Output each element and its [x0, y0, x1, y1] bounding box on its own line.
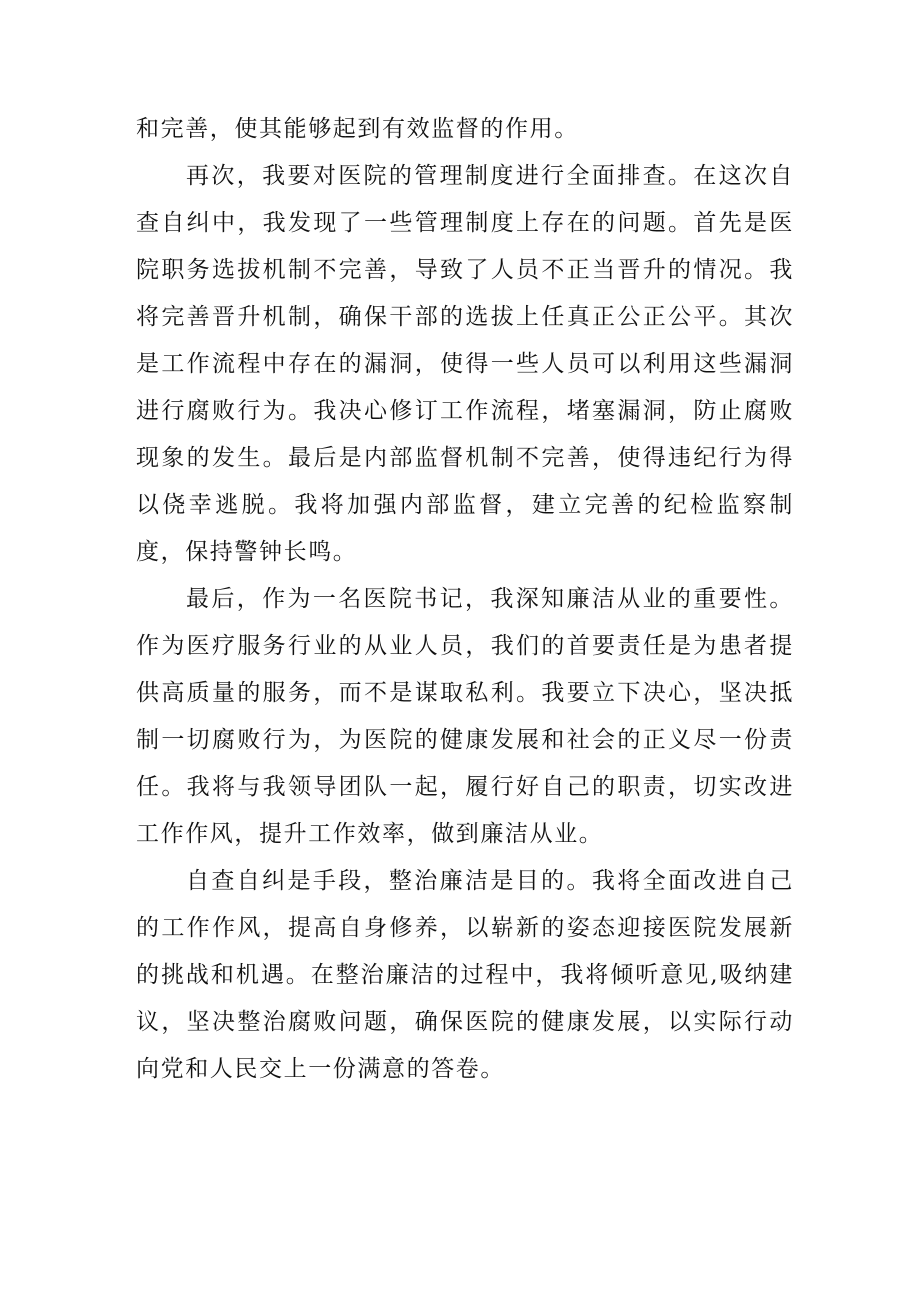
document-body — [136, 106, 794, 1093]
paragraph-conclusion: 自查自纠是手段，整治廉洁是目的。我将全面改进自己的工作作风，提高自身修养，以崭新的姿态迎接医院发展新的挑战和机遇。在整治廉洁的过程中，我将倾听意见,吸纳建议，坚决整治腐败问题，确保医院的健康发展，以实际行动向党和人民交上一份满意的答卷。 — [136, 868, 794, 1082]
paragraph-continuation: 和完善，使其能够起到有效监督的作用。 — [136, 116, 579, 142]
paragraph-management-review: 再次，我要对医院的管理制度进行全面排查。在这次自查自纠中，我发现了一些管理制度上存在的问题。首先是医院职务选拔机制不完善，导致了人员不正当晋升的情况。我将完善晋升机制，确保干部的选拔上任真正公正公平。其次是工作流程中存在的漏洞，使得一些人员可以利用这些漏洞进行腐败行为。我决心修订工作流程，堵塞漏洞，防止腐败现象的发生。最后是内部监督机制不完善，使得违纪行为得以侥幸逃脱。我将加强内部监督，建立完善的纪检监察制度，保持警钟长鸣。 — [136, 163, 794, 565]
paragraph-integrity-commitment: 最后，作为一名医院书记，我深知廉洁从业的重要性。作为医疗服务行业的从业人员，我们的首要责任是为患者提供高质量的服务，而不是谋取私利。我要立下决心，坚决抵制一切腐败行为，为医院的健康发展和社会的正义尽一份责任。我将与我领导团队一起，履行好自己的职责，切实改进工作作风，提升工作效率，做到廉洁从业。 — [136, 586, 794, 847]
